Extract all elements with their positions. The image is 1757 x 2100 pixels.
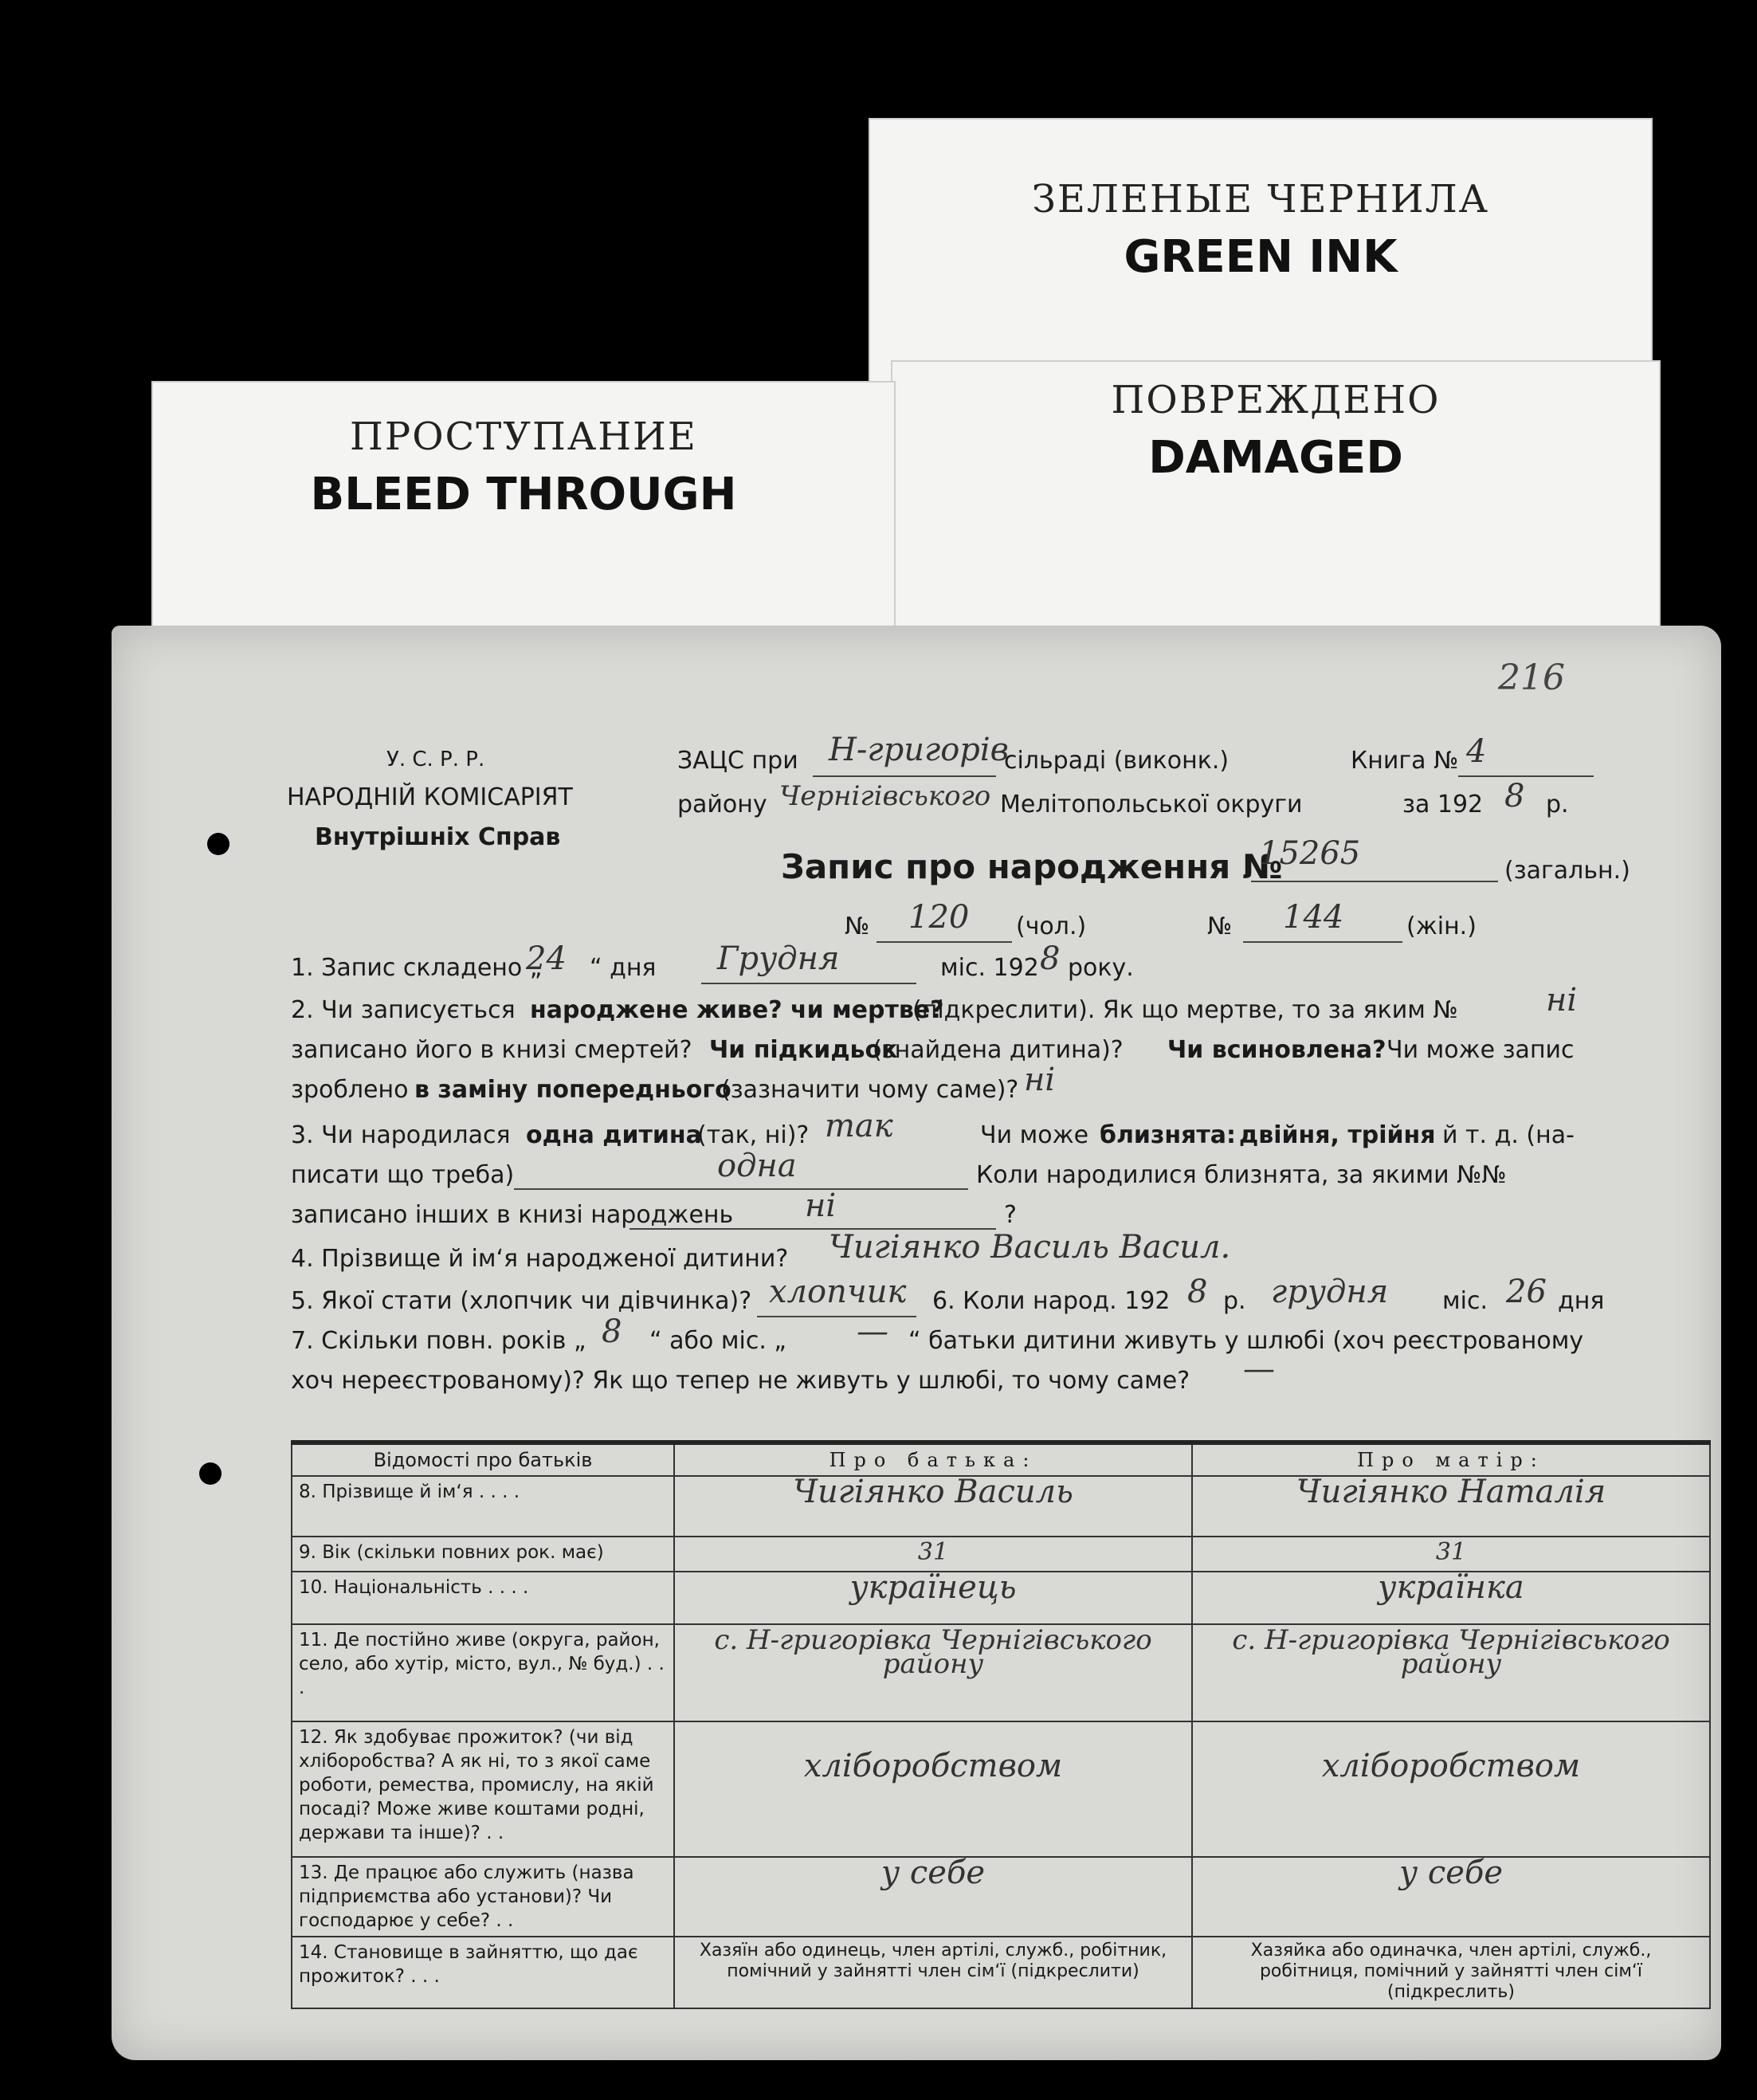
q3-l3v: ні [805,1187,837,1224]
q1-month: Грудня [717,940,840,977]
q5-label: 5. Якої стати (хлопчик чи дівчинка)? [291,1287,752,1315]
q2-l2b: Чи підкидьок [709,1036,898,1064]
q3-l1v: так [825,1108,893,1144]
mother-value: Чигіянко Наталія [1192,1476,1710,1537]
book-label: Книга № [1351,747,1459,775]
q2-l1c: (підкреслити). Як що мертве, то за яким № [912,996,1458,1024]
table-row [292,1476,1710,1537]
row-label: 12. Як здобуває прожиток? (чи від хліборобства? А як ні, то з якої саме роботи, ремества, промислу, на якій посаді? Може живе коштами родні, держави та інше)? . . [292,1721,674,1857]
female-num-label: № [1207,913,1233,940]
row-label: 10. Національність . . . . [292,1572,674,1624]
green-ink-en: GREEN INK [1124,231,1398,283]
q5-value: хлопчик [769,1274,907,1310]
father-value: українець [674,1572,1192,1624]
q3-l1e: близнята: [1100,1121,1236,1149]
binder-hole [207,833,229,855]
q3-l1g: й т. д. (на- [1442,1121,1575,1149]
q3-l1d: Чи може [980,1121,1089,1149]
interior-label: Внутрішніх Справ [315,823,561,851]
q3-l1a: 3. Чи народилася [291,1121,511,1149]
mother-value: хліборобством [1192,1721,1710,1857]
q7-l1b: “ або міс. „ [649,1327,786,1355]
q2-l1b: народжене живе? чи мертве? [530,996,944,1024]
q6-day: 26 [1506,1274,1547,1310]
row-label: 9. Вік (скільки повних рок. має) [292,1537,674,1572]
row-label: 8. Прізвище й ім‘я . . . . [292,1476,674,1537]
binder-hole [199,1462,222,1485]
q7-l2v: — [1243,1351,1275,1388]
q2-l2a: записано його в книзі смертей? [291,1036,692,1064]
q3-l3a: записано інших в книзі народжень [291,1201,734,1229]
q2-l3v: ні [1024,1062,1056,1098]
q7-months: — [857,1313,888,1350]
q1-year: 8 [1040,940,1061,977]
table-row [292,1937,1710,2008]
year-label: за 192 [1402,791,1484,818]
district-value: Чернігівського [779,780,991,812]
q6-r: р. [1223,1287,1246,1315]
q2-l2c: (знайдена дитина)? [873,1036,1124,1064]
q3-l2a: писати що треба) [291,1161,515,1189]
q1-c: міс. 192 [940,954,1039,982]
parents-table [291,1440,1711,2009]
q2-l3c: (зазначити чому саме)? [721,1076,1019,1104]
q6-year: 8 [1187,1274,1208,1310]
q6-dnya: дня [1558,1287,1605,1315]
green-ink-ru: ЗЕЛЕНЫЕ ЧЕРНИЛА [1032,177,1489,222]
q1-a: 1. Запис складено „ [291,954,543,982]
father-value: хліборобством [674,1721,1192,1857]
bleed-through-ru: ПРОСТУПАНИЕ [350,414,697,459]
table-row [292,1721,1710,1857]
father-value: у себе [674,1857,1192,1937]
mother-value: 31 [1192,1537,1710,1572]
q2-l2d: Чи всиновлена? [1167,1036,1386,1064]
table-row [292,1624,1710,1721]
q3-l3b: ? [1004,1201,1017,1229]
q2-l1v: ні [1546,982,1578,1019]
q3-l2v: одна [717,1148,797,1184]
bleed-through-card [151,381,896,647]
row-label: 11. Де постійно живе (округа, район, село, або хутір, місто, вул., № буд.) . . . [292,1624,674,1721]
q7-l1a: 7. Скільки повн. років „ [291,1327,586,1355]
year-suffix: р. [1546,791,1569,818]
q6-mis: міс. [1442,1287,1488,1315]
damaged-ru: ПОВРЕЖДЕНО [1111,378,1441,422]
q7-l2: хоч нереєстрованому)? Як що тепер не живуть у шлюбі, то чому саме? [291,1367,1190,1395]
council-label: сільраді (виконк.) [1004,747,1230,775]
row-label: 14. Становище в зайняттю, що дає прожиток? . . . [292,1937,674,2008]
commissariat-label: НАРОДНІЙ КОМІСАРІЯТ [287,783,573,811]
father-occupation-options: Хазяїн або одинець, член артілі, служб., робітник, помічний у зайнятті член сім‘ї (підкреслити) [674,1937,1192,2008]
table-row [292,1537,1710,1572]
header-mother: Про матір: [1192,1443,1710,1476]
mother-value: українка [1192,1572,1710,1624]
row-label: 13. Де працює або служить (назва підприємства або установи)? Чи господарює у себе? . . [292,1857,674,1937]
mother-occupation-options: Хазяйка або одиначка, член артілі, служб., робітниця, помічний у зайнятті член сім‘ї (підкреслить) [1192,1937,1710,2008]
q2-l3b: в заміну попереднього [414,1076,731,1104]
q3-l1c: (так, ні)? [697,1121,810,1149]
table-header-row [292,1443,1710,1476]
female-suffix: (жін.) [1406,913,1477,940]
record-title: Запис про народження № [781,847,1283,886]
q6-month: грудня [1271,1274,1389,1310]
father-value: с. Н-григорівка Чернігівського району [674,1624,1192,1721]
q1-b: “ дня [590,954,657,982]
book-number: 4 [1466,733,1487,770]
q2-l1a: 2. Чи записується [291,996,516,1024]
q2-l2e: Чи може запис [1386,1036,1575,1064]
male-suffix: (чол.) [1016,913,1087,940]
zags-label: ЗАЦС при [677,747,798,775]
bleed-through-en: BLEED THROUGH [310,469,737,520]
damaged-en: DAMAGED [1148,432,1403,484]
q2-l3a: зроблено [291,1076,409,1104]
q3-l1f: двійня, трійня [1239,1121,1436,1149]
header-father: Про батька: [674,1443,1192,1476]
okrug-label: Мелітопольської округи [1000,791,1303,818]
record-number-female: 144 [1283,899,1344,936]
q1-d: року. [1068,954,1134,982]
total-suffix: (загальн.) [1504,857,1630,885]
q7-l1c: “ батьки дитини живуть у шлюбі (хоч реєстрованому [908,1327,1584,1355]
father-value: 31 [674,1537,1192,1572]
green-ink-card [869,118,1653,384]
page-number: 216 [1498,657,1565,698]
header-parents-info: Відомості про батьків [292,1443,674,1476]
birth-record-sheet [112,626,1721,2060]
record-number-total: 15265 [1259,835,1361,872]
district-label: району [677,791,767,818]
damaged-card [891,360,1661,642]
table-row [292,1572,1710,1624]
mother-value: с. Н-григорівка Чернігівського району [1192,1624,1710,1721]
q6-label: 6. Коли народ. 192 [932,1287,1171,1315]
q3-l2b: Коли народилися близнята, за якими №№ [976,1161,1507,1189]
male-num-label: № [845,913,870,940]
q4-value: Чигіянко Василь Васил. [829,1229,1231,1266]
q7-years: 8 [602,1313,622,1350]
q4-label: 4. Прізвище й ім‘я народженої дитини? [291,1245,789,1273]
father-value: Чигіянко Василь [674,1476,1192,1537]
q3-l1b: одна дитина [526,1121,702,1149]
record-number-male: 120 [908,899,970,936]
year-digit: 8 [1504,778,1525,814]
village-value: Н-григорів [829,732,1009,768]
q1-day: 24 [526,940,567,977]
usrr-label: У. С. Р. Р. [386,748,485,771]
mother-value: у себе [1192,1857,1710,1937]
table-row [292,1857,1710,1937]
